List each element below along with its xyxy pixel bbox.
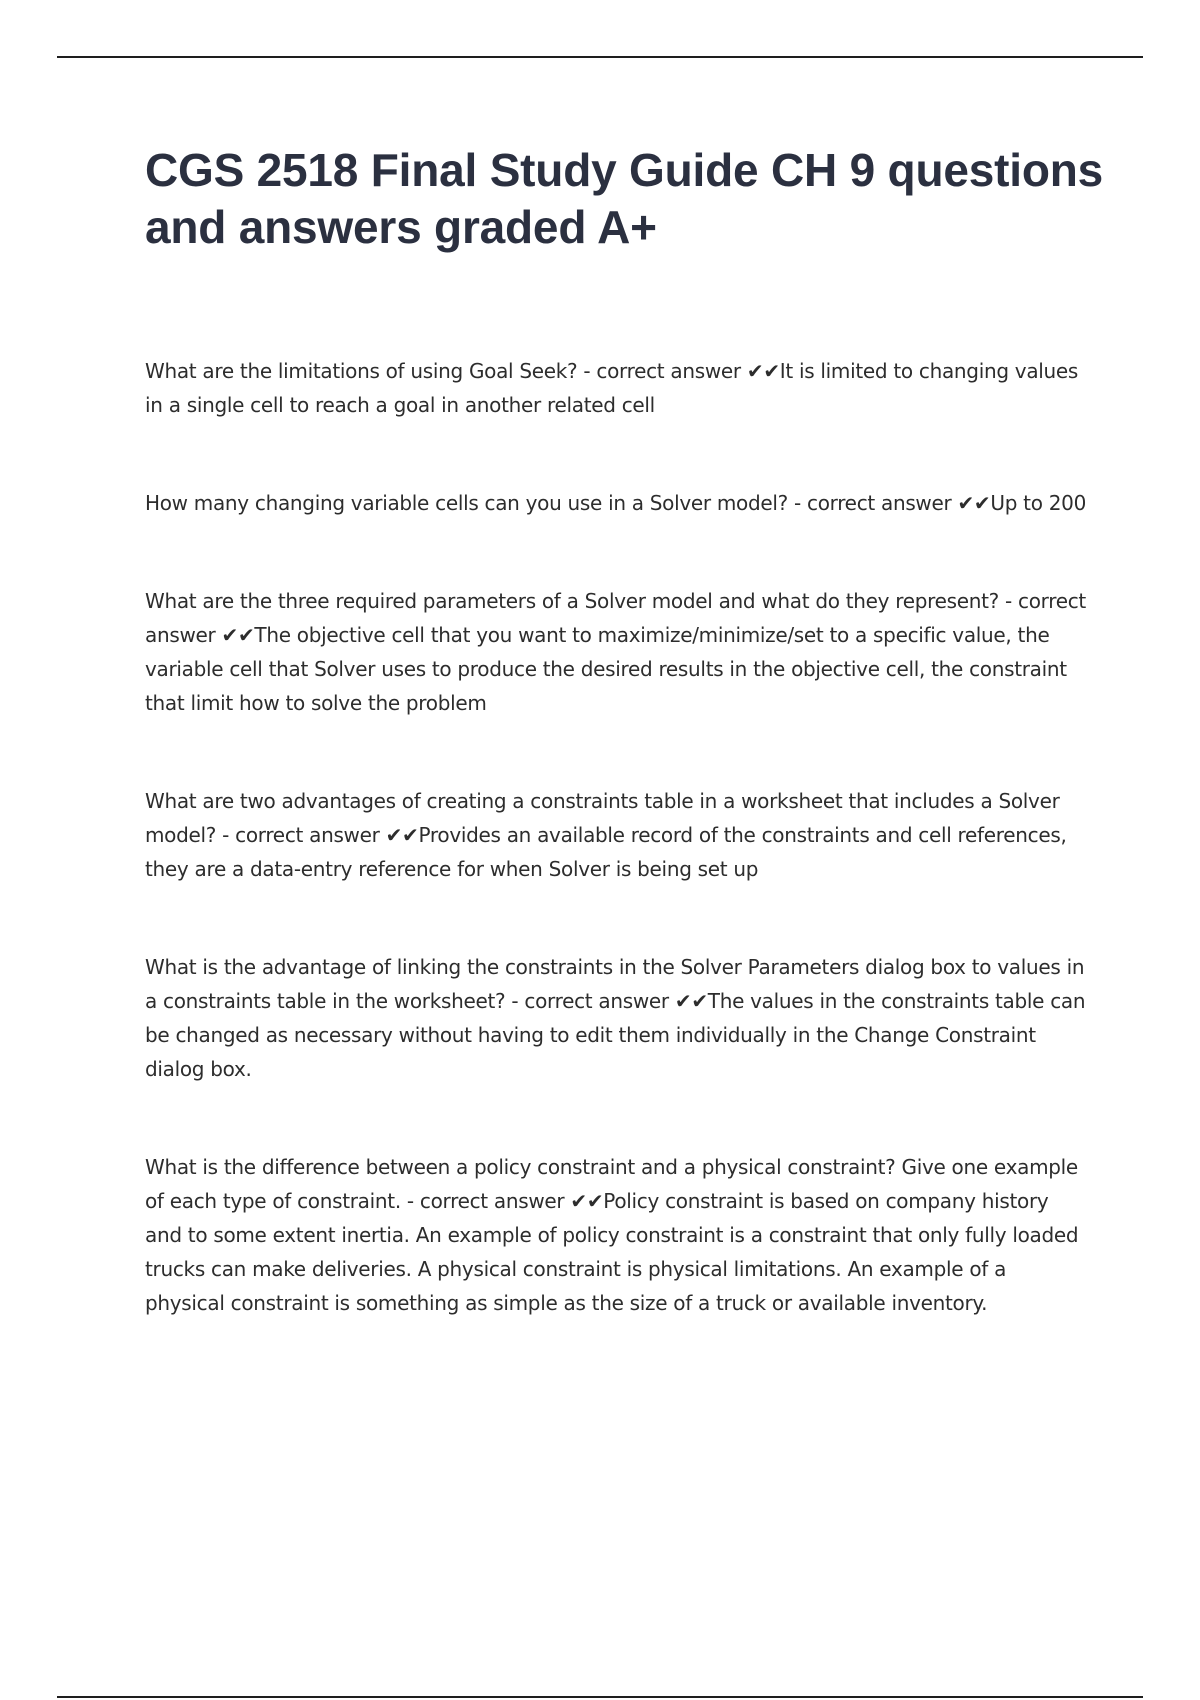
bottom-divider <box>57 1696 1143 1698</box>
qa-item: What are the three required parameters of a Solver model and what do they represent? - correct answer ✔✔The objective cell that you want to maximize/minimize/set to a specific value, the variable cell that Solver uses to produce the desired results in the objective cell, the constraint that limit how to solve the problem <box>145 589 1086 715</box>
qa-item: What is the difference between a policy constraint and a physical constraint? Give one example of each type of constraint. - correct answer ✔✔Policy constraint is based on company history and to some extent inertia. An example of policy constraint is a constraint that only fully loaded trucks can make deliveries. A physical constraint is physical limitations. An example of a physical constraint is something as simple as the size of a truck or available inventory. <box>145 1155 1079 1315</box>
qa-item: What are two advantages of creating a constraints table in a worksheet that includes a Solver model? - correct answer ✔✔Provides an available record of the constraints and cell references, they are a data-entry reference for when Solver is being set up <box>145 789 1067 881</box>
top-divider <box>57 56 1143 58</box>
qa-list <box>145 354 1090 1320</box>
document-title: CGS 2518 Final Study Guide CH 9 questions and answers graded A+ <box>145 144 1104 253</box>
qa-item: What are the limitations of using Goal Seek? - correct answer ✔✔It is limited to changing values in a single cell to reach a goal in another related cell <box>145 359 1079 417</box>
qa-item: How many changing variable cells can you use in a Solver model? - correct answer ✔✔Up to 200 <box>145 491 1086 515</box>
qa-item: What is the advantage of linking the constraints in the Solver Parameters dialog box to values in a constraints table in the worksheet? - correct answer ✔✔The values in the constraints table can be changed as necessary without having to edit them individually in the Change Constraint dialog box. <box>145 955 1086 1081</box>
